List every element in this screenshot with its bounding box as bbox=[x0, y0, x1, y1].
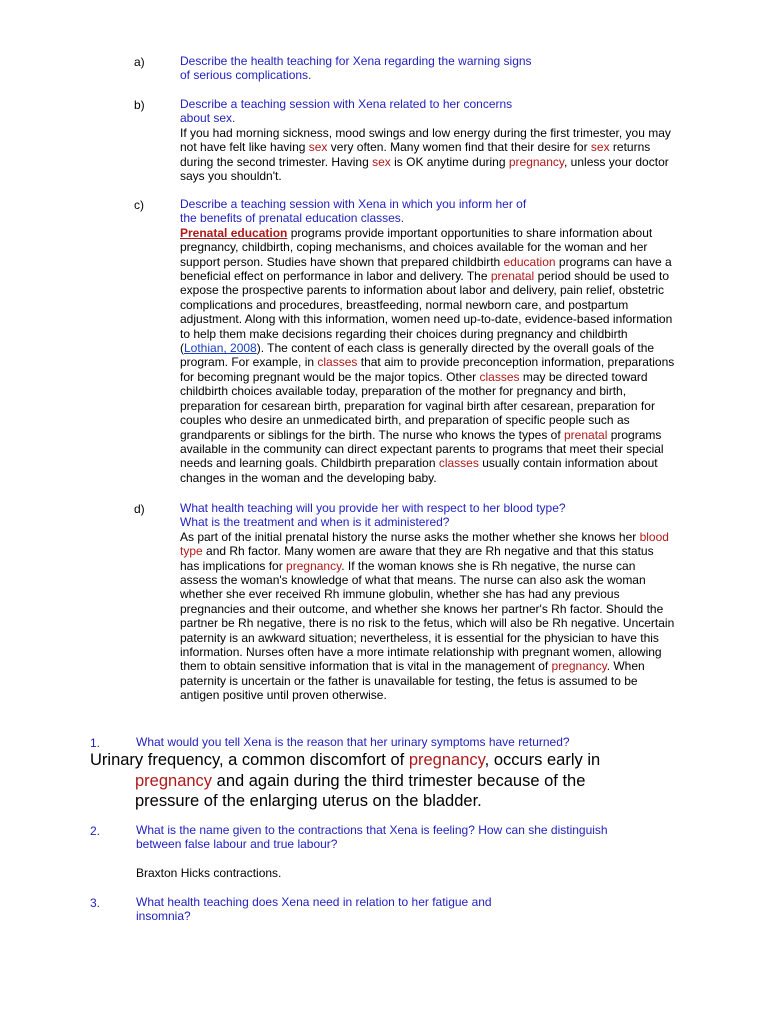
item-d-block bbox=[180, 501, 675, 703]
text-run: programs can have a beneficial effect on performance in labor and delivery. The bbox=[180, 254, 672, 284]
question-3-text bbox=[136, 895, 656, 924]
item-c-block bbox=[180, 197, 675, 485]
text-run: is OK anytime during bbox=[390, 154, 509, 169]
question-1-answer bbox=[90, 750, 690, 812]
answer-line3: pressure of the enlarging uterus on the bladder. bbox=[135, 792, 482, 810]
text-run: that aim to provide preconception information, preparations for becoming pregnant would be the major topics. Other bbox=[180, 355, 675, 384]
item-b-question-line1: Describe a teaching session with Xena related to her concerns bbox=[180, 97, 513, 111]
keyword-link[interactable]: classes bbox=[479, 369, 520, 384]
item-a-question-line1: Describe the health teaching for Xena regarding the warning signs bbox=[180, 54, 532, 68]
item-b-answer bbox=[180, 126, 675, 184]
item-d-question-line1: What health teaching will you provide her with respect to her blood type? bbox=[180, 501, 566, 515]
text-run: period should be used to expose the prospective parents to information about labor and delivery, pain relief, obstetric complications and procedures, breastfeeding, normal newborn care, and postpartum adjustment. Along with this information, women need up-to-date, evidence-based information to help them make decisions regarding their choices during pregnancy and childbirth ( bbox=[180, 269, 673, 356]
keyword-link[interactable]: prenatal bbox=[490, 269, 535, 284]
question-3-number: 3. bbox=[90, 896, 101, 910]
prenatal-education-link[interactable]: Prenatal education bbox=[180, 225, 288, 240]
text-run: . When paternity is uncertain or the father is unavailable for testing, the fetus is assumed to be antigen positive until proven otherwise. bbox=[180, 659, 645, 703]
keyword-link[interactable]: sex bbox=[308, 140, 328, 155]
keyword-link[interactable]: classes bbox=[317, 355, 358, 370]
text-run: may be directed toward childbirth choices available today, preparation of the mother for pregnancy and birth, preparation for cesarean birth, preparation for vaginal birth after cesarean, preparation for couples who desire an unmedicated birth, and preparation of specific people such as grandparents or siblings for the birth. The nurse who knows the types of bbox=[180, 369, 655, 442]
question-2-line1: What is the name given to the contractions that Xena is feeling? How can she distinguish bbox=[136, 823, 608, 837]
text-run: , occurs early in bbox=[484, 751, 601, 769]
question-2-line2: between false labour and true labour? bbox=[136, 837, 338, 852]
question-1-text: What would you tell Xena is the reason that her urinary symptoms have returned? bbox=[136, 735, 570, 749]
item-d-answer bbox=[180, 530, 675, 703]
text-run: , unless your doctor says you shouldn't. bbox=[180, 154, 669, 184]
text-run: As part of the initial prenatal history the nurse asks the mother whether she knows her bbox=[180, 529, 640, 544]
keyword-link[interactable]: prenatal bbox=[564, 427, 608, 442]
question-3-line1: What health teaching does Xena need in relation to her fatigue and bbox=[136, 895, 492, 909]
item-c-question-line1: Describe a teaching session with Xena in which you inform her of bbox=[180, 197, 527, 211]
keyword-link[interactable]: pregnancy bbox=[286, 558, 342, 573]
item-b-label: b) bbox=[134, 98, 145, 112]
text-run: . If the woman knows she is Rh negative, the nurse can assess the woman's knowledge of what that means. The nurse can also ask the woman whether she ever received Rh immune globulin, whether she has had any previous pregnancies and their outcome, and whether she knows her partner's Rh factor. Should the partner be Rh negative, there is no risk to the fetus, which will also be Rh negative. Uncertain paternity is an awkward situation; nevertheless, it is essential for the physician to have this information. Nurses often have a more intimate relationship with pregnant women, allowing them to obtain sensitive information that is vital in the management of bbox=[180, 558, 675, 674]
answer-line2 bbox=[90, 771, 690, 792]
text-run: and Rh factor. Many women are aware that they are Rh negative and that this status has implications for bbox=[180, 544, 654, 573]
keyword-link[interactable]: sex bbox=[590, 140, 610, 155]
question-2-answer: Braxton Hicks contractions. bbox=[136, 866, 282, 880]
item-c-question-line2: the benefits of prenatal education classes. bbox=[180, 211, 405, 226]
text-run: programs available in the community can direct expectant parents to programs that meet their special needs and learning goals. Childbirth preparation bbox=[180, 427, 664, 471]
keyword-link[interactable]: sex bbox=[372, 154, 391, 169]
keyword-link[interactable]: classes bbox=[438, 456, 479, 471]
item-d-label: d) bbox=[134, 502, 145, 516]
text-run: programs provide important opportunities to share information about pregnancy, childbirth, coping mechanisms, and choices available for the woman and her support person. Studies have shown that prepared childbirth bbox=[180, 225, 653, 269]
text-run: and again during the third trimester because of the bbox=[212, 771, 586, 790]
text-run: ). The content of each class is generally directed by the overall goals of the program. For example, in bbox=[180, 341, 655, 370]
keyword-link[interactable]: pregnancy bbox=[135, 771, 213, 790]
item-b-block bbox=[180, 97, 675, 183]
text-run: If you had morning sickness, mood swings and low energy during the first trimester, you may not have felt like having bbox=[180, 125, 671, 155]
item-a-question-line2: of serious complications. bbox=[180, 68, 312, 83]
keyword-link[interactable]: pregnancy bbox=[408, 751, 485, 769]
keyword-link[interactable]: education bbox=[503, 254, 556, 269]
item-b-question-line2: about sex. bbox=[180, 111, 236, 126]
text-run: usually contain information about changes in the woman and the developing baby. bbox=[180, 456, 658, 485]
question-2-text bbox=[136, 823, 656, 852]
item-c-label: c) bbox=[134, 198, 144, 212]
item-c-answer bbox=[180, 226, 675, 485]
keyword-link[interactable]: blood type bbox=[180, 529, 669, 559]
keyword-link[interactable]: pregnancy bbox=[551, 659, 607, 674]
citation-link[interactable]: Lothian, 2008 bbox=[184, 341, 257, 356]
keyword-link[interactable]: pregnancy bbox=[508, 154, 565, 169]
text-run: Urinary frequency, a common discomfort of bbox=[90, 751, 409, 769]
question-3-line2: insomnia? bbox=[136, 909, 191, 924]
question-2-number: 2. bbox=[90, 824, 101, 838]
item-d-question-line2: What is the treatment and when is it administered? bbox=[180, 515, 450, 530]
text-run: very often. Many women find that their desire for bbox=[327, 140, 591, 155]
item-a-block bbox=[180, 54, 675, 83]
item-a-label: a) bbox=[134, 55, 145, 69]
question-1-number: 1. bbox=[90, 736, 101, 750]
text-run: returns during the second trimester. Having bbox=[180, 140, 651, 169]
